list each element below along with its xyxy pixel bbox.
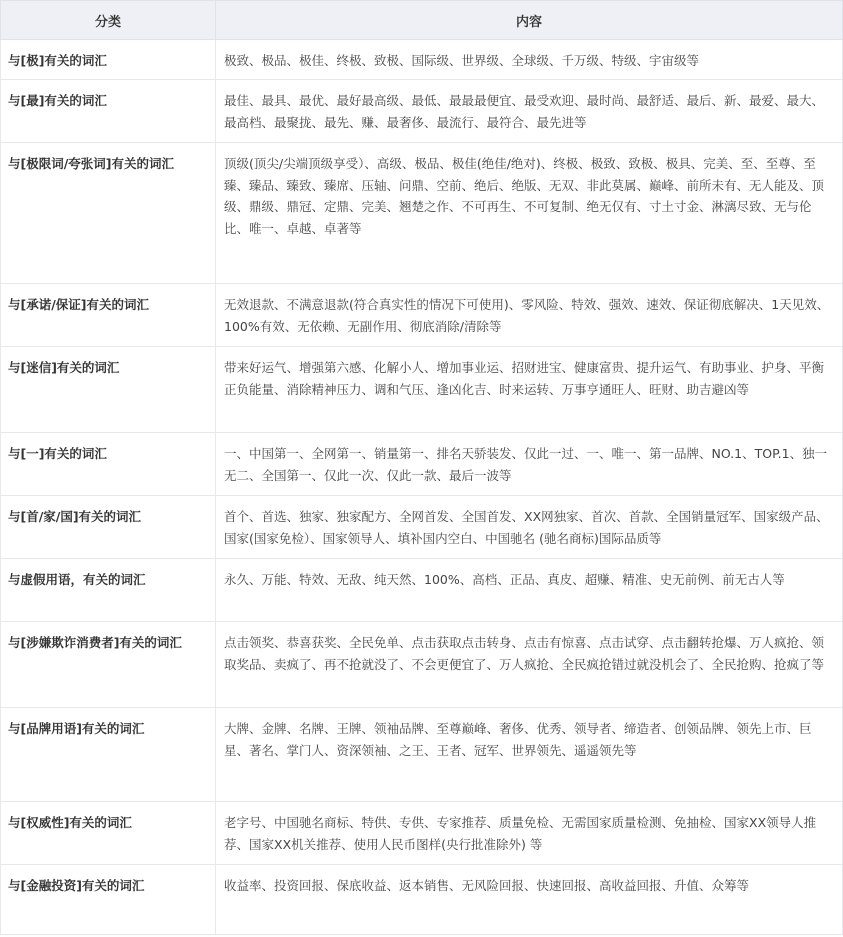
table-row (1, 80, 843, 143)
row-content: 收益率、投资回报、保底收益、返本销售、无风险回报、快速回报、高收益回报、升值、众筹等 (216, 865, 843, 935)
row-category: 与[一]有关的词汇 (1, 433, 216, 496)
table-row (1, 802, 843, 865)
row-content: 老字号、中国驰名商标、特供、专供、专家推荐、质量免检、无需国家质量检测、免抽检、国家XX领导人推荐、国家XX机关推荐、使用人民币图样(央行批准除外) 等 (216, 802, 843, 865)
row-content: 无效退款、不满意退款(符合真实性的情况下可使用)、零风险、特效、强效、速效、保证彻底解决、1天见效、100%有效、无依赖、无副作用、彻底消除/清除等 (216, 284, 843, 347)
table-row (1, 40, 843, 80)
row-category: 与[首/家/国]有关的词汇 (1, 496, 216, 559)
row-category: 与[涉嫌欺诈消费者]有关的词汇 (1, 622, 216, 708)
row-content: 大牌、金牌、名牌、王牌、领袖品牌、至尊巅峰、奢侈、优秀、领导者、缔造者、创领品牌、领先上市、巨星、著名、掌门人、资深领袖、之王、王者、冠军、世界领先、遥遥领先等 (216, 708, 843, 802)
table-row (1, 559, 843, 622)
row-content: 最佳、最具、最优、最好最高级、最低、最最最便宜、最受欢迎、最时尚、最舒适、最后、新、最爱、最大、最高档、最聚拢、最先、赚、最奢侈、最流行、最符合、最先进等 (216, 80, 843, 143)
table-header-row (1, 1, 843, 40)
row-category: 与[品牌用语]有关的词汇 (1, 708, 216, 802)
row-category: 与[金融投资]有关的词汇 (1, 865, 216, 935)
row-category: 与[迷信]有关的词汇 (1, 347, 216, 433)
row-content: 点击领奖、恭喜获奖、全民免单、点击获取点击转身、点击有惊喜、点击试穿、点击翻转抢爆、万人疯抢、领取奖品、卖疯了、再不抢就没了、不会更便宜了、万人疯抢、全民疯抢错过就没机会了、全民抢购、抢疯了等 (216, 622, 843, 708)
row-category: 与[最]有关的词汇 (1, 80, 216, 143)
table-row (1, 622, 843, 708)
row-content: 一、中国第一、全网第一、销量第一、排名天骄装发、仅此一过、一、唯一、第一品牌、NO.1、TOP.1、独一无二、全国第一、仅此一次、仅此一款、最后一波等 (216, 433, 843, 496)
table-row (1, 284, 843, 347)
row-category: 与[极]有关的词汇 (1, 40, 216, 80)
row-content: 极致、极品、极佳、终极、致极、国际级、世界级、全球级、千万级、特级、宇宙级等 (216, 40, 843, 80)
table-row (1, 433, 843, 496)
row-category: 与[权威性]有关的词汇 (1, 802, 216, 865)
table-row (1, 865, 843, 935)
row-category: 与虚假用语，有关的词汇 (1, 559, 216, 622)
table-row (1, 708, 843, 802)
row-category: 与[承诺/保证]有关的词汇 (1, 284, 216, 347)
header-category: 分类 (1, 1, 216, 40)
row-content: 顶级(顶尖/尖端顶级享受）、高级、极品、极佳(绝佳/绝对)、终极、极致、致极、极具、完美、至、至尊、至臻、臻品、臻致、臻席、压轴、问鼎、空前、绝后、绝版、无双、非此莫属、巅峰、前所未有、无人能及、顶级、鼎级、鼎冠、定鼎、完美、翘楚之作、不可再生、不可复制、绝无仅有、寸土寸金、淋漓尽致、无与伦比、唯一、卓越、卓著等 (216, 143, 843, 284)
table-row (1, 347, 843, 433)
table-row (1, 496, 843, 559)
table-row (1, 143, 843, 284)
row-content: 首个、首选、独家、独家配方、全网首发、全国首发、XX网独家、首次、首款、全国销量冠军、国家级产品、国家(国家免检）、国家领导人、填补国内空白、中国驰名 (驰名商标)国际品质等 (216, 496, 843, 559)
header-content: 内容 (216, 1, 843, 40)
row-category: 与[极限词/夸张词]有关的词汇 (1, 143, 216, 284)
row-content: 永久、万能、特效、无敌、纯天然、100%、高档、正品、真皮、超赚、精准、史无前例、前无古人等 (216, 559, 843, 622)
row-content: 带来好运气、增强第六感、化解小人、增加事业运、招财进宝、健康富贵、提升运气、有助事业、护身、平衡正负能量、消除精神压力、调和气压、逢凶化吉、时来运转、万事亨通旺人、旺财、助吉避凶等 (216, 347, 843, 433)
